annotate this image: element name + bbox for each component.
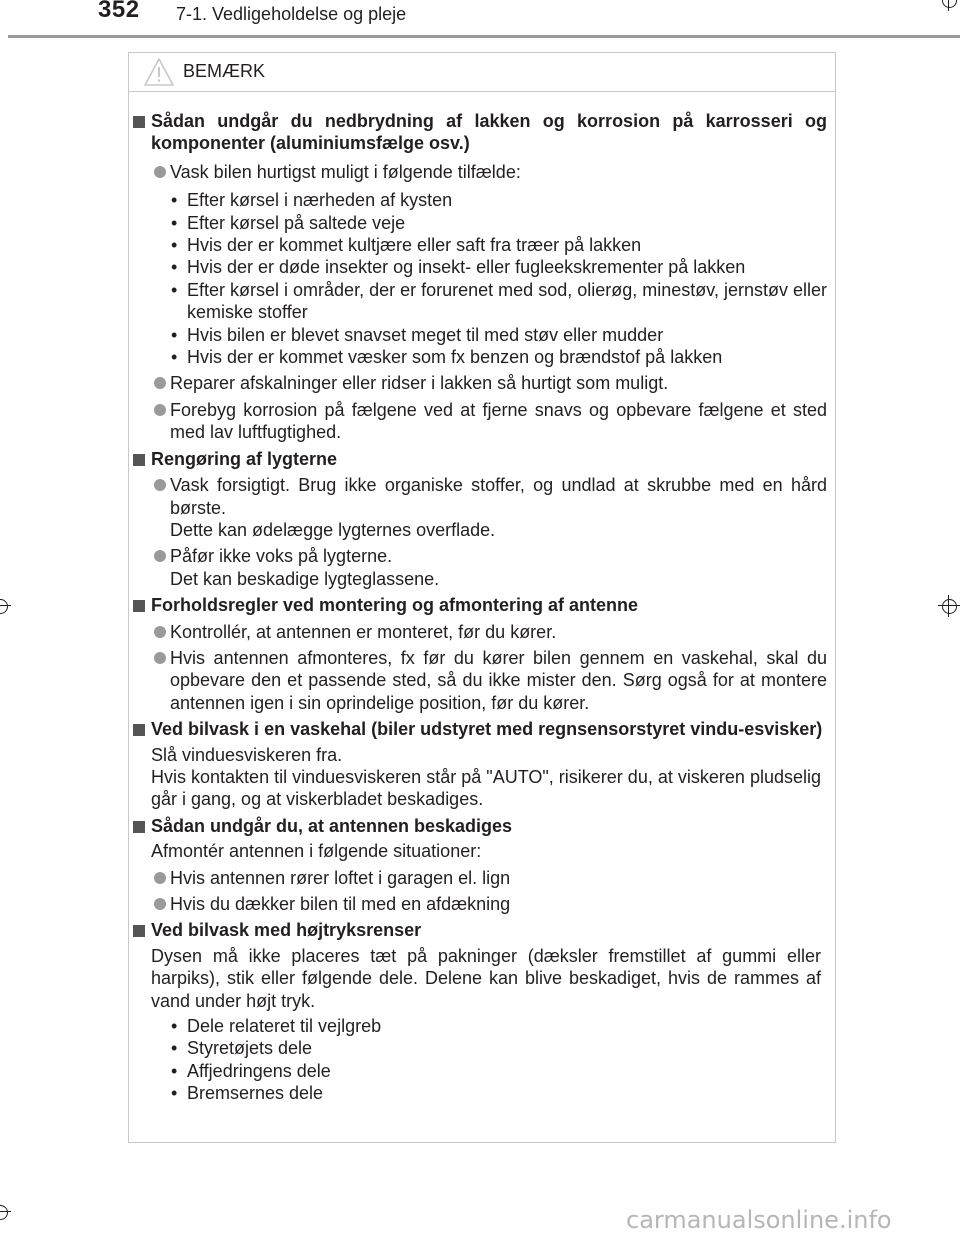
paragraph: Dysen må ikke placeres tæt på pakninger (dæksler fremstillet af gummi eller harpiks), stik eller følgende dele. Delene kan blive beskadiget, hvis de rammes af vand under højt tryk. bbox=[151, 945, 821, 1011]
bullet-list bbox=[129, 189, 835, 368]
bullet-item: • Hvis der er døde insekter og insekt- eller fugleekskrementer på lakken bbox=[187, 256, 827, 278]
item-text: Dette kan ødelægge lygternes overflade. bbox=[170, 519, 496, 540]
section-heading: Sådan undgår du, at antennen beskadiges bbox=[129, 815, 835, 837]
section-title: 7-1. Vedligeholdelse og pleje bbox=[176, 4, 407, 24]
list-item: Hvis antennen rører loftet i garagen el. lign bbox=[129, 867, 835, 889]
bullet-item: • Hvis der er kommet kultjære eller saft fra træer på lakken bbox=[187, 234, 827, 256]
section-heading: Ved bilvask i en vaskehal (biler udstyret med regnsensorstyret vindu-esvisker) bbox=[129, 718, 835, 740]
bullet-item: • Efter kørsel i nærheden af kysten bbox=[187, 189, 827, 211]
bullet-list bbox=[129, 1015, 835, 1105]
watermark: carmanualsonline.info bbox=[626, 1206, 892, 1234]
note-box bbox=[128, 52, 836, 1143]
section-heading: Ved bilvask med højtryksrenser bbox=[129, 919, 835, 941]
header-rule bbox=[8, 35, 960, 38]
note-header bbox=[129, 53, 835, 92]
list-item: Forebyg korrosion på fælgene ved at fjerne snavs og opbevare fælgene et sted med lav luftfugtighed. bbox=[129, 399, 835, 444]
bullet-item: • Affjedringens dele bbox=[187, 1060, 827, 1082]
list-item: Reparer afskalninger eller ridser i lakken så hurtigt som muligt. bbox=[129, 372, 835, 394]
list-item bbox=[129, 545, 835, 590]
note-body bbox=[129, 106, 835, 1105]
paragraph: Afmontér antennen i følgende situationer: bbox=[151, 841, 482, 862]
item-text: Det kan beskadige lygteglassene. bbox=[170, 568, 440, 589]
paragraph bbox=[129, 744, 835, 811]
bullet-item: • Bremsernes dele bbox=[187, 1082, 827, 1104]
paragraph-line: Slå vinduesviskeren fra. bbox=[151, 744, 343, 765]
bullet-item: • Styretøjets dele bbox=[187, 1037, 827, 1059]
list-item bbox=[129, 474, 835, 541]
bullet-item: • Efter kørsel på saltede veje bbox=[187, 212, 827, 234]
registration-mark-bottom-left bbox=[0, 1201, 11, 1223]
item-text: Påfør ikke voks på lygterne. bbox=[170, 546, 393, 567]
note-title: BEMÆRK bbox=[183, 61, 266, 81]
warning-triangle-icon bbox=[143, 57, 175, 87]
bullet-item: • Dele relateret til vejlgreb bbox=[187, 1015, 827, 1037]
section-heading: Forholdsregler ved montering og afmontering af antenne bbox=[129, 594, 835, 616]
bullet-item: • Efter kørsel i områder, der er forurenet med sod, olierøg, minestøv, jernstøv eller kemiske stoffer bbox=[187, 279, 827, 324]
registration-mark-left bbox=[0, 595, 11, 617]
item-text: Vask forsigtigt. Brug ikke organiske stoffer, og undlad at skrubbe med en hård børste. bbox=[170, 475, 827, 518]
section-heading: Rengøring af lygterne bbox=[129, 448, 835, 470]
list-item: Vask bilen hurtigst muligt i følgende tilfælde: bbox=[129, 161, 835, 183]
list-item: Kontrollér, at antennen er monteret, før du kører. bbox=[129, 621, 835, 643]
bullet-item: • Hvis der er kommet væsker som fx benzen og brændstof på lakken bbox=[187, 346, 827, 368]
list-item: Hvis antennen afmonteres, fx før du kører bilen gennem en vaskehal, skal du opbevare den et passende sted, så du ikke mister den. Sørg også for at montere antennen igen i sin oprindelige position, før du kører. bbox=[129, 647, 835, 714]
paragraph-line: Hvis kontakten til vinduesviskeren står på "AUTO", risikerer du, at viskeren pludselig går i gang, og at viskerbladet beskadiges. bbox=[151, 766, 821, 810]
registration-mark-right bbox=[938, 595, 960, 617]
page-number: 352 bbox=[98, 0, 140, 23]
registration-mark-top-right bbox=[938, 0, 960, 11]
bullet-item: • Hvis bilen er blevet snavset meget til med støv eller mudder bbox=[187, 324, 827, 346]
section-heading: Sådan undgår du nedbrydning af lakken og korrosion på karrosseri og komponenter (aluminiumsfælge osv.) bbox=[129, 110, 835, 155]
list-item: Hvis du dækker bilen til med en afdækning bbox=[129, 893, 835, 915]
